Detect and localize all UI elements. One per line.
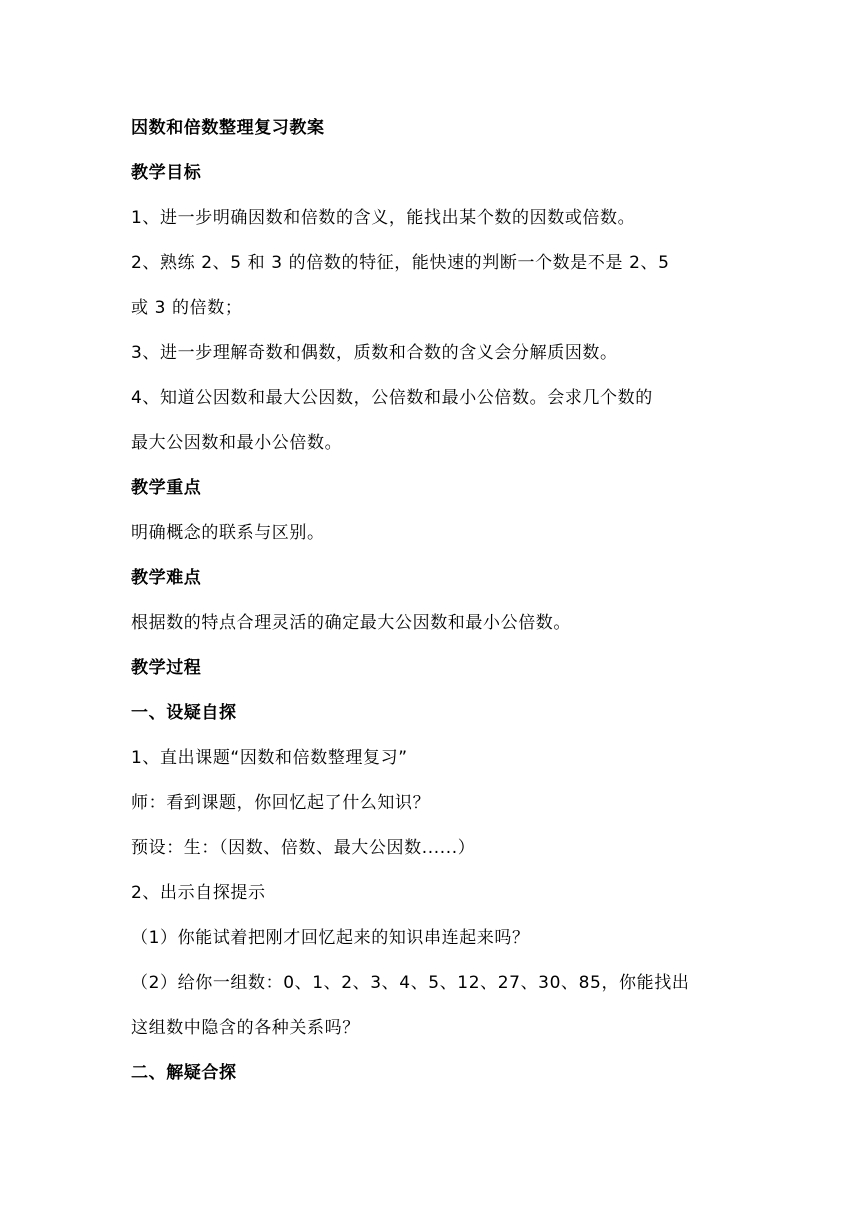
section-1-heading: 一、设疑自探 xyxy=(131,703,237,723)
section-1-line-6: （2）给你一组数：0、1、2、3、4、5、12、27、30、85，你能找出 xyxy=(131,973,690,993)
section-1-line-4: 2、出示自探提示 xyxy=(131,883,266,903)
key-point-text: 明确概念的联系与区别。 xyxy=(131,523,325,543)
section-1-line-7: 这组数中隐含的各种关系吗？ xyxy=(131,1018,360,1038)
objective-item-4: 4、知道公因数和最大公因数，公倍数和最小公倍数。会求几个数的 xyxy=(131,388,653,408)
difficulty-heading: 教学难点 xyxy=(131,568,202,588)
document-title: 因数和倍数整理复习教案 xyxy=(131,118,325,138)
process-heading: 教学过程 xyxy=(131,658,202,678)
objectives-heading: 教学目标 xyxy=(131,163,202,183)
difficulty-text: 根据数的特点合理灵活的确定最大公因数和最小公倍数。 xyxy=(131,613,571,633)
objective-item-2-continued: 或 3 的倍数； xyxy=(131,298,243,318)
objective-item-2: 2、熟练 2、5 和 3 的倍数的特征，能快速的判断一个数是不是 2、5 xyxy=(131,253,670,273)
section-2-heading: 二、解疑合探 xyxy=(131,1063,237,1083)
section-1-line-5: （1）你能试着把刚才回忆起来的知识串连起来吗？ xyxy=(131,928,530,948)
section-1-line-1: 1、直出课题“因数和倍数整理复习” xyxy=(131,748,408,768)
key-point-heading: 教学重点 xyxy=(131,478,202,498)
objective-item-3: 3、进一步理解奇数和偶数，质数和合数的含义会分解质因数。 xyxy=(131,343,618,363)
objective-item-1: 1、进一步明确因数和倍数的含义，能找出某个数的因数或倍数。 xyxy=(131,208,636,228)
objective-item-4-continued: 最大公因数和最小公倍数。 xyxy=(131,433,343,453)
section-1-line-3: 预设：生：（因数、倍数、最大公因数......） xyxy=(131,838,476,858)
section-1-line-2: 师：看到课题，你回忆起了什么知识？ xyxy=(131,793,431,813)
